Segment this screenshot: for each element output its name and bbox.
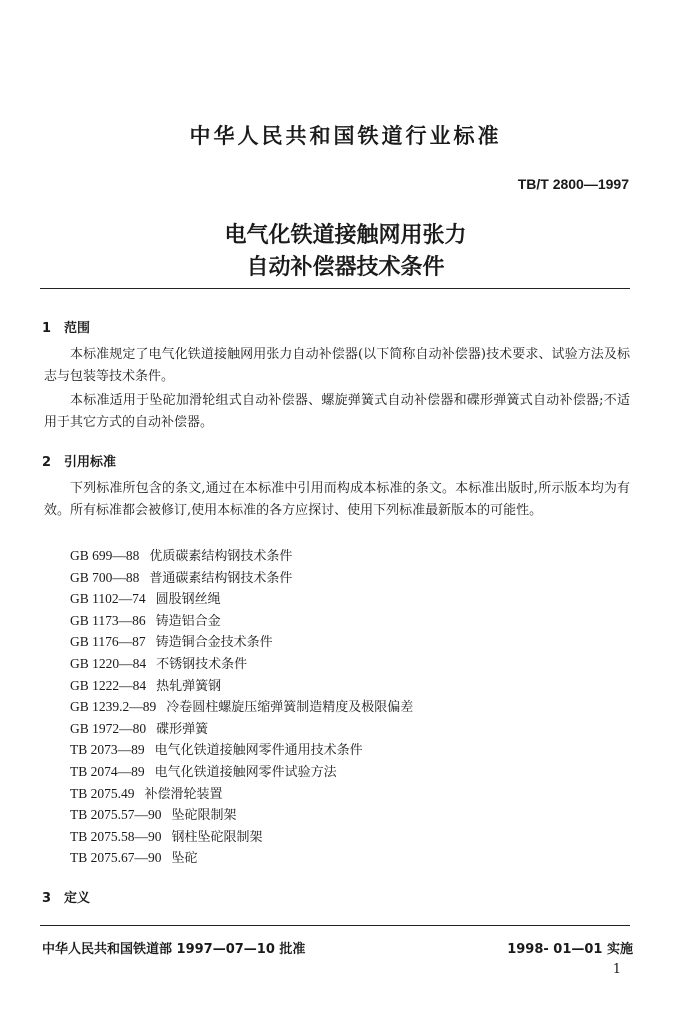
list-item <box>70 783 413 805</box>
footer-divider <box>40 925 630 926</box>
header-title: 中华人民共和国铁道行业标准 <box>189 124 502 148</box>
reference-code: GB 700—88 <box>70 569 140 585</box>
reference-code: GB 1972—80 <box>70 720 147 736</box>
reference-code: GB 1220—84 <box>70 655 147 671</box>
section-title: 范围 <box>64 321 91 336</box>
reference-code: GB 1173—86 <box>70 612 146 628</box>
list-item <box>70 588 413 610</box>
reference-code: GB 1222—84 <box>70 677 147 693</box>
reference-title: 补偿滑轮装置 <box>144 786 223 802</box>
document-title <box>0 220 691 284</box>
section-heading-scope <box>42 317 90 336</box>
reference-code: GB 1239.2—89 <box>70 699 157 715</box>
document-title-line2: 自动补偿器技术条件 <box>246 255 445 280</box>
reference-title: 坠砣限制架 <box>171 808 237 824</box>
section-heading-normative-references <box>42 451 116 470</box>
section-number: 1 <box>42 321 52 336</box>
reference-title: 圆股钢丝绳 <box>155 592 221 608</box>
list-item <box>70 631 413 653</box>
list-item <box>70 567 413 589</box>
issue-info: 中华人民共和国铁道部 1997—07—10 批准 <box>42 942 306 957</box>
header-divider <box>40 288 630 289</box>
reference-code: GB 1102—74 <box>70 591 146 607</box>
document-title-line1: 电气化铁道接触网用张力 <box>224 223 467 248</box>
list-item <box>70 545 413 567</box>
reference-code: TB 2074—89 <box>70 763 145 779</box>
reference-code: GB 699—88 <box>70 548 140 563</box>
list-item <box>70 739 413 761</box>
paragraph: 下列标准所包含的条文,通过在本标准中引用而构成本标准的条文。本标准出版时,所示版本均为有效。所有标准都会被修订,使用本标准的各方应探讨、使用下列标准最新版本的可能性。 <box>44 481 630 518</box>
list-item <box>70 847 413 869</box>
reference-title: 坠砣 <box>171 851 198 867</box>
section-title: 引用标准 <box>64 455 117 470</box>
section-number: 3 <box>42 891 52 906</box>
reference-title: 普通碳素结构钢技术条件 <box>149 570 293 586</box>
reference-title: 铸造铝合金 <box>155 613 221 629</box>
reference-code: TB 2075.57—90 <box>70 807 162 823</box>
paragraph: 本标准适用于坠砣加滑轮组式自动补偿器、螺旋弹簧式自动补偿器和碟形弹簧式自动补偿器;不适用于其它方式的自动补偿器。 <box>44 393 630 430</box>
reference-title: 优质碳素结构钢技术条件 <box>149 549 293 564</box>
reference-title: 电气化铁道接触网零件试验方法 <box>154 764 337 780</box>
reference-title: 碟形弹簧 <box>156 721 209 737</box>
list-item <box>70 653 413 675</box>
list-item <box>70 696 413 718</box>
section-heading-definitions <box>42 887 90 906</box>
section-title: 定义 <box>64 891 91 906</box>
reference-code: GB 1176—87 <box>70 634 146 650</box>
reference-title: 冷卷圆柱螺旋压缩弹簧制造精度及极限偏差 <box>166 700 414 716</box>
reference-title: 不锈钢技术条件 <box>156 656 248 672</box>
list-item <box>70 804 413 826</box>
reference-code: TB 2075.49 <box>70 785 135 801</box>
list-item <box>70 761 413 783</box>
effective-date: 1998- 01—01 实施 <box>507 942 633 957</box>
list-item <box>70 826 413 848</box>
reference-title: 钢柱坠砣限制架 <box>171 829 263 845</box>
section-number: 2 <box>42 455 52 470</box>
reference-title: 热轧弹簧钢 <box>156 678 222 694</box>
standard-number: TB/T 2800—1997 <box>517 176 629 192</box>
list-item <box>70 718 413 740</box>
reference-code: TB 2073—89 <box>70 742 145 758</box>
reference-title: 电气化铁道接触网零件通用技术条件 <box>154 743 363 759</box>
reference-title: 铸造铜合金技术条件 <box>155 635 273 651</box>
reference-list <box>70 545 413 869</box>
reference-code: TB 2075.58—90 <box>70 828 162 844</box>
paragraph: 本标准规定了电气化铁道接触网用张力自动补偿器(以下简称自动补偿器)技术要求、试验方法及标志与包装等技术条件。 <box>44 347 630 384</box>
reference-code: TB 2075.67—90 <box>70 850 162 866</box>
list-item <box>70 610 413 632</box>
page-number: 1 <box>612 962 621 977</box>
list-item <box>70 675 413 697</box>
